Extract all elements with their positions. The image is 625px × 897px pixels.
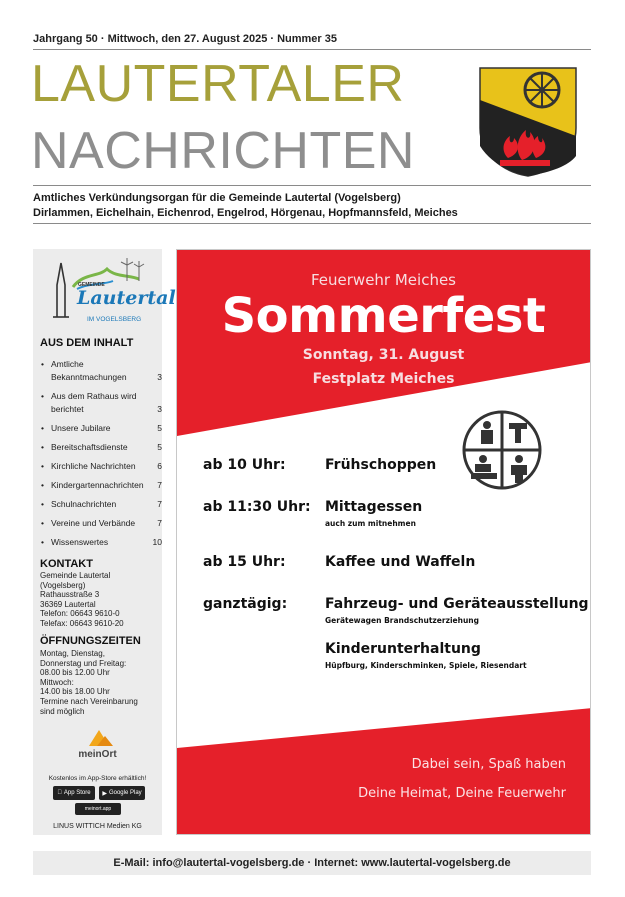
toc-item[interactable]: • Wissenswertes 10 — [40, 536, 162, 549]
poster-organizer: Feuerwehr Meiches — [310, 271, 456, 289]
toc-item[interactable]: • Kindergartennachrichten 7 — [40, 479, 162, 492]
schedule-note: auch zum mitnehmen — [325, 519, 416, 528]
publisher-label: LINUS WITTICH Medien KG — [53, 823, 142, 830]
app-note: Kostenlos im App-Store erhältlich! — [48, 775, 147, 782]
page-footer: E-Mail: info@lautertal-vogelsberg.de · Internet: www.lautertal-vogelsberg.de — [33, 851, 591, 875]
issue-line: Jahrgang 50 · Mittwoch, den 27. August 2025 · Nummer 35 — [33, 33, 337, 45]
schedule-time: ab 10 Uhr: — [203, 457, 286, 473]
schedule-note: Gerätewagen Brandschutzerziehung — [325, 616, 479, 625]
schedule-time: ab 15 Uhr: — [203, 554, 286, 570]
logo-label-lautertal: Lautertal — [77, 287, 176, 309]
apple-icon — [57, 790, 62, 796]
header-rule-top — [33, 49, 591, 50]
meinort-app-name: meinOrt — [78, 749, 117, 760]
masthead-title-line2: NACHRICHTEN — [31, 122, 415, 180]
schedule-item: Kinderunterhaltung — [325, 641, 481, 657]
contact-heading: KONTAKT — [40, 558, 93, 570]
web-app-badge[interactable]: meinort.app — [75, 803, 121, 815]
schedule-note: Hüpfburg, Kinderschminken, Spiele, Riesendart — [325, 661, 527, 670]
hours-heading: ÖFFNUNGSZEITEN — [40, 635, 141, 647]
fire-brigade-emblem-icon — [461, 409, 543, 491]
toc-item[interactable]: • Schulnachrichten 7 — [40, 498, 162, 511]
toc-item[interactable]: • Vereine und Verbände 7 — [40, 517, 162, 530]
play-icon: ▶ — [102, 790, 107, 797]
schedule-item: Kaffee und Waffeln — [325, 554, 476, 570]
poster-location: Festplatz Meiches — [312, 371, 455, 387]
schedule-item: Mittagessen — [325, 499, 423, 515]
toc-item[interactable]: • Bereitschaftsdienste 5 — [40, 441, 162, 454]
header-rule-bottom — [33, 223, 591, 224]
opening-hours-block: Montag, Dienstag, Donnerstag und Freitag: 08.00 bis 12.00 Uhr Mittwoch: 14.00 bis 18.00 Uhr Termine nach Vereinbarung sind möglich — [40, 649, 138, 716]
toc-item[interactable]: • Amtliche Bekanntmachungen 3 — [40, 358, 162, 384]
poster-slogan-2: Deine Heimat, Deine Feuerwehr — [358, 786, 566, 801]
toc-item[interactable]: • Kirchliche Nachrichten 6 — [40, 460, 162, 473]
header-rule-middle — [33, 185, 591, 186]
schedule-time: ab 11:30 Uhr: — [203, 499, 311, 515]
poster-title: Sommerfest — [221, 288, 546, 344]
sidebar — [33, 249, 176, 835]
toc-item[interactable]: • Aus dem Rathaus wird berichtet 3 — [40, 390, 162, 416]
poster-slogan-1: Dabei sein, Spaß haben — [411, 757, 566, 772]
table-of-contents — [40, 358, 162, 555]
schedule-time: ganztägig: — [203, 596, 288, 612]
subtitle-villages: Dirlammen, Eichelhain, Eichenrod, Engelrod, Hörgenau, Hopfmannsfeld, Meiches — [33, 207, 458, 219]
event-poster — [176, 249, 591, 835]
poster-date: Sonntag, 31. August — [302, 347, 465, 363]
app-store-badge[interactable]: App Store — [53, 786, 95, 800]
masthead-title-line1: LAUTERTALER — [31, 55, 405, 113]
coat-of-arms-icon — [478, 66, 578, 178]
toc-item[interactable]: • Unsere Jubilare 5 — [40, 422, 162, 435]
contact-block: Gemeinde Lautertal (Vogelsberg) Rathausstraße 3 36369 Lautertal Telefon: 06643 9610-0 Telefax: 06643 9610-20 — [40, 571, 124, 628]
schedule-item: Frühschoppen — [325, 457, 437, 473]
subtitle-organ: Amtliches Verkündungsorgan für die Gemeinde Lautertal (Vogelsberg) — [33, 192, 401, 204]
logo-label-vogelsberg: IM VOGELSBERG — [87, 316, 142, 323]
google-play-badge[interactable]: ▶ Google Play — [99, 786, 145, 800]
toc-heading: AUS DEM INHALT — [40, 337, 134, 349]
schedule-item: Fahrzeug- und Geräteausstellung — [325, 596, 589, 612]
logo-label-gemeinde: GEMEINDE — [78, 282, 105, 288]
